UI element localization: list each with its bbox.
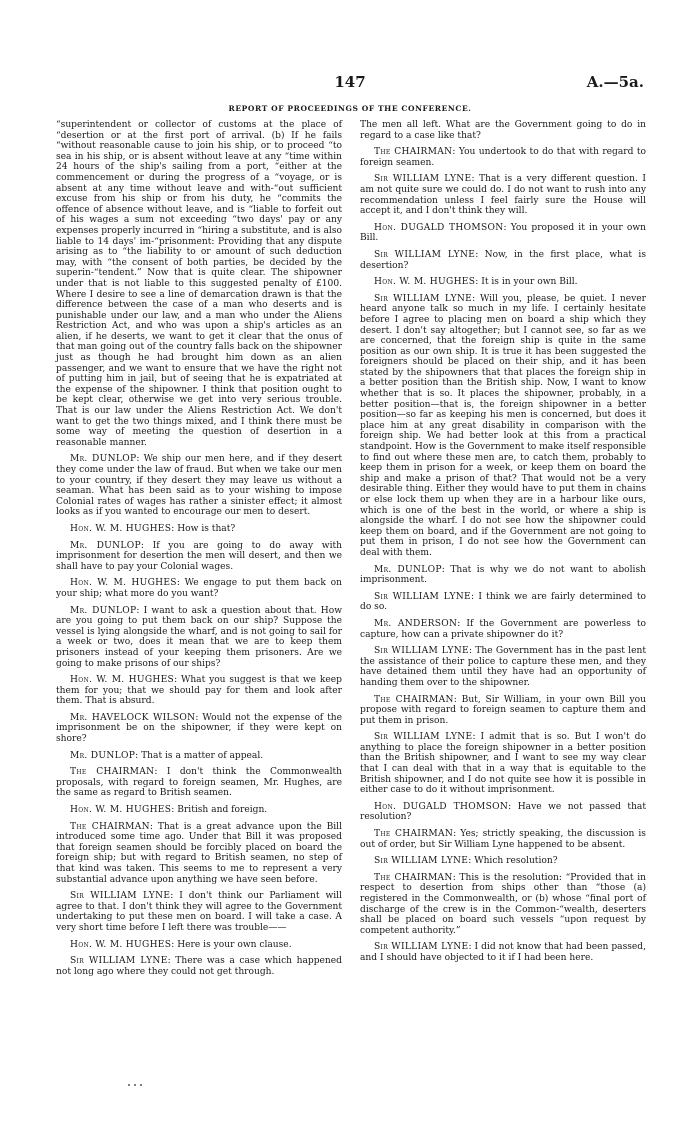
speech-text: It is in your own Bill. bbox=[481, 277, 578, 288]
speech-paragraph: Sir WILLIAM LYNE: That is a very different question. I am not quite sure we could do. I do not want to rush into any recommendation unless I feel fairly sure the House will accept it, and I don't think they will. bbox=[360, 174, 646, 217]
speech-paragraph: Sir WILLIAM LYNE: The Government has in the past lent the assistance of their police to capture these men, and they have detained them until they have had an opportunity of handing them over to the shipowner. bbox=[360, 646, 646, 688]
speaker-name: Sir WILLIAM LYNE bbox=[374, 856, 469, 867]
speech-paragraph: The CHAIRMAN: You undertook to do that with regard to foreign seamen. bbox=[360, 147, 646, 168]
speaker-name: Mr. ANDERSON bbox=[374, 618, 458, 629]
speech-text: That is a matter of appeal. bbox=[141, 750, 264, 761]
speech-text: We engage to put them back on your ship; what more do you want? bbox=[56, 578, 342, 599]
speech-paragraph: Mr. DUNLOP: That is why we do not want to abolish imprisonment. bbox=[360, 564, 646, 586]
speech-text: I want to ask a question about that. How are you going to put them back on our ship? Suppose the vessel is lying alongside the wharf, and is not going to sail for a week or two, does it mean that we are to keep them prisoners instead of your keeping them prisoners. Are we going to make prisons of our ships? bbox=[56, 605, 342, 669]
speech-text: Now, in the first place, what is desertion? bbox=[360, 249, 646, 271]
speech-paragraph: The CHAIRMAN: Yes; strictly speaking, the discussion is out of order, but Sir William Lyne happened to be absent. bbox=[360, 829, 646, 850]
speech-paragraph: Hon. W. M. HUGHES: We engage to put them back on your ship; what more do you want? bbox=[56, 578, 342, 599]
speaker-name: Hon. DUGALD THOMSON bbox=[374, 222, 504, 233]
speaker-name: Sir WILLIAM LYNE bbox=[374, 293, 473, 304]
speech-paragraph: Sir WILLIAM LYNE: Which resolution? bbox=[374, 856, 558, 867]
speaker-name: The CHAIRMAN bbox=[374, 872, 453, 883]
speech-text: But, Sir William, in your own Bill you propose with regard to foreign seamen to capture them and put them in prison. bbox=[360, 694, 646, 726]
speech-paragraph: Sir WILLIAM LYNE: Will you, please, be quiet. I never heard anyone talk so much in my life. I certainly hesitate before I agree to placing men on board a ship which they desert. I don't say altogether; but I cannot see, so far as we are concerned, that the foreign ship is quite in the same position as our own ship. It is true it has been suggested the foreigners should be placed on their ship, and it has been stated by the shipowners that that places the foreign ship in a better position than the British ship. Now, I want to know whether that is so. It places the shipowner, probably, in a better position—that is, the foreign shipowner in a better position—so far as keeping his men is concerned, but does it place him at any great disability in comparison with the foreign ship. We had better look at this from a practical standpoint. How is the Government to make itself responsible to find out where these men are, to catch them, probably to keep them in prison for a week, or keep them on board the ship and make a prison of that? That would not be a very desirable thing. Either they would have to put them in chains or else lock them up when they are in a harbour like ours, which is one of the best in the world, or where a ship is alongside the wharf. I do not see how the shipowner could keep them on board, and if the Government are not going to put them in prison, I do not see how the Government can deal with them. bbox=[360, 293, 646, 558]
speech-text: You proposed it in your own Bill. bbox=[360, 222, 646, 244]
speech-paragraph: Sir WILLIAM LYNE: I think we are fairly determined to do so. bbox=[360, 591, 646, 613]
speech-text: I did not know that had been passed, and I should have objected to it if I had been here. bbox=[360, 942, 646, 963]
speech-text: How is that? bbox=[177, 523, 236, 534]
speech-paragraph: Hon. W. M. HUGHES: What you suggest is that we keep them for you; that we should pay for them and look after them. That is absurd. bbox=[56, 675, 342, 707]
speaker-name: Hon. W. M. HUGHES bbox=[70, 939, 172, 950]
speech-text: Would not the expense of the imprisonment be on the shipowner, if they were kept on shore? bbox=[56, 712, 342, 745]
speech-text: Here is your own clause. bbox=[177, 939, 292, 950]
speech-text: I don't think the Commonwealth proposals, with regard to foreign seamen, Mr. Hughes, are the same as regard to British seamen. bbox=[56, 767, 342, 799]
speech-text: Yes; strictly speaking, the discussion is out of order, but Sir William Lyne happened to be absent. bbox=[360, 829, 646, 850]
speech-paragraph: Mr. HAVELOCK WILSON: Would not the expense of the imprisonment be on the shipowner, if they were kept on shore? bbox=[56, 712, 342, 745]
speech-text: There was a case which happened not long ago where they could not get through. bbox=[56, 956, 342, 977]
speech-paragraph: The CHAIRMAN: I don't think the Commonwealth proposals, with regard to foreign seamen, Mr. Hughes, are the same as regard to British seamen. bbox=[56, 767, 342, 799]
speech-paragraph: Mr. DUNLOP: If you are going to do away with imprisonment for desertion the men will desert, and then we shall have to pay your Colonial wages. bbox=[56, 540, 342, 572]
speaker-name: Mr. DUNLOP bbox=[70, 605, 137, 616]
speech-text: “superintendent or collector of customs at the place of “desertion or at the first port of arrival. (b) If he fails “without reasonable cause to join his ship, or to proceed “to sea in his ship, or is absent without leave at any “time within 24 hours of the ship's sailing from a port, “either at the commencement or during the progress of a “voyage, or is absent at any time without leave and with-“out sufficient excuse from his ship or from his duty, he “commits the offence of absence without leave, and is “liable to forfeit out of his wages a sum not exceeding “two days' pay or any expenses properly incurred in “hiring a substitute, and is also liable to 14 days' im-“prisonment: Providing that any dispute arising as to “the liability to or amount of such deduction may, with “the consent of both parties, be decided by the superin-“tendent.” Now that is quite clear. The shipowner under that is not liable to this suggested penalty of £100. Where I desire to see a line of demarcation drawn is that the difference between the case of a man who deserts and is punishable under our law, and a man who under the Aliens Restriction Act, and who was upon a ship's articles as an alien, if he deserts, we want to get it clear that the onus of that man going out of the country falls back on the shipowner just as though he had brought him down as an alien passenger, and we want to ensure that we have the right not of putting him in jail, but of seeing that he is expatriated at the expense of the shipowner. I think that position ought to be kept clear, otherwise we get into very serious trouble. That is our law under the Aliens Restriction Act. We don't want to get the two things mixed, and I think there must be some way of meeting the question of desertion in a reasonable manner. bbox=[56, 120, 342, 448]
speech-paragraph: Sir WILLIAM LYNE: I don't think our Parliament will agree to that. I don't think they will agree to the Government undertaking to put these men on board. I will take a case. A very short time before I left there was trouble—— bbox=[56, 891, 342, 933]
speaker-name: Sir WILLIAM LYNE bbox=[374, 249, 476, 260]
speaker-name: Mr. DUNLOP bbox=[70, 540, 141, 551]
speech-paragraph: Mr. DUNLOP: We ship our men here, and if they desert they come under the law of fraud. But when we take our men to your country, if they desert they may leave us without a seaman. What has been said as to your wishing to impose Colonial rates of wages has rather a sinister effect; it almost looks as if you wanted to encourage our men to desert. bbox=[56, 454, 342, 518]
right-column bbox=[360, 120, 646, 970]
speech-paragraph: The CHAIRMAN: This is the resolution: “Provided that in respect to desertion from ships other than “those (a) registered in the Commonwealth, or (b) whose “final port of discharge of the crew is in the Common-“wealth, deserters shall be placed on board such vessels “upon request by competent authority.” bbox=[360, 872, 646, 936]
page-number: 147 bbox=[334, 73, 366, 91]
speaker-name: Hon. W. M. HUGHES bbox=[70, 675, 175, 686]
speaker-name: Sir WILLIAM LYNE bbox=[374, 591, 471, 602]
speech-paragraph: Sir WILLIAM LYNE: I admit that is so. But I won't do anything to place the foreign shipowner in a better position than the British shipowner, and I want to see my way clear that I can deal with that in a way that is equitable to the British shipowner, and I do not quite see how it is possible in either case to do it without imprisonment. bbox=[360, 732, 646, 796]
speaker-name: Hon. DUGALD THOMSON bbox=[374, 801, 509, 812]
speaker-name: Mr. DUNLOP bbox=[70, 454, 137, 465]
speech-paragraph: The CHAIRMAN: That is a great advance upon the Bill introduced some time ago. Under that Bill it was proposed that foreign seamen should be forcibly placed on board the foreign ship; but with regard to British seamen, no step of that kind was taken. This seems to me to represent a very substantial advance upon anything we have seen before. bbox=[56, 821, 342, 885]
speech-paragraph: Mr. DUNLOP: I want to ask a question about that. How are you going to put them back on our ship? Suppose the vessel is lying alongside the wharf, and is not going to sail for a week or two, does it mean that we are to keep them prisoners instead of your keeping them prisoners. Are we going to make prisons of our ships? bbox=[56, 605, 342, 669]
speech-paragraph: Sir WILLIAM LYNE: There was a case which happened not long ago where they could not get through. bbox=[56, 956, 342, 977]
footer-dots bbox=[128, 1084, 158, 1086]
speech-text: I think we are fairly determined to do so. bbox=[360, 591, 646, 613]
speaker-name: Sir WILLIAM LYNE bbox=[70, 956, 168, 967]
speech-text: The men all left. What are the Government going to do in regard to a case like that? bbox=[360, 120, 646, 141]
speech-paragraph: Hon. W. M. HUGHES: British and foreign. bbox=[70, 805, 268, 816]
speaker-name: Mr. DUNLOP bbox=[374, 564, 442, 575]
speaker-name: The CHAIRMAN bbox=[374, 694, 454, 705]
speech-paragraph: Hon. W. M. HUGHES: Here is your own clause. bbox=[70, 939, 292, 950]
speech-text: Will you, please, be quiet. I never heard anyone talk so much in my life. I certainly hesitate before I agree to placing men on board a ship which they desert. I don't say altogether; but I cannot see, so far as we are concerned, that the foreign ship is quite in the same position as our own ship. It is true it has been suggested the foreigners should be placed on their ship, and it has been stated by the shipowners that that places the foreign ship in a better position than the British ship. Now, I want to know whether that is so. It places the shipowner, probably, in a better position—that is, the foreign shipowner in a better position—so far as keeping his men is concerned, but does it place him at any great disability in comparison with the foreign ship. We had better look at this from a practical standpoint. How is the Government to make itself responsible to find out where these men are, to catch them, probably to keep them in prison for a week, or keep them on board the ship and make a prison of that? That would not be a very desirable thing. Either they would have to put them in chains or else lock them up when they are in a harbour like ours, which is one of the best in the world, or where a ship is alongside the wharf. I do not see how the shipowner could keep them on board, and if the Government are not going to put them in prison, I do not see how the Government can deal with them. bbox=[360, 293, 646, 558]
speech-text: You undertook to do that with regard to foreign seamen. bbox=[360, 147, 646, 168]
speech-text: I don't think our Parliament will agree to that. I don't think they will agree to the Government undertaking to put these men on board. I will take a case. A very short time before I left there was trouble—— bbox=[56, 891, 342, 933]
speaker-name: The CHAIRMAN bbox=[374, 829, 454, 840]
speech-paragraph: Mr. DUNLOP: That is a matter of appeal. bbox=[70, 750, 264, 761]
speech-text: What you suggest is that we keep them for you; that we should pay for them and look after them. That is absurd. bbox=[56, 675, 342, 707]
speech-paragraph: Sir WILLIAM LYNE: Now, in the first place, what is desertion? bbox=[360, 249, 646, 271]
speech-text: If the Government are powerless to capture, how can a private shipowner do it? bbox=[360, 618, 646, 640]
speaker-name: The CHAIRMAN bbox=[374, 147, 453, 158]
speech-paragraph bbox=[360, 120, 646, 141]
speaker-name: Hon. W. M. HUGHES bbox=[374, 277, 476, 288]
speech-paragraph: Hon. W. M. HUGHES: How is that? bbox=[70, 523, 236, 534]
speaker-name: Hon. W. M. HUGHES bbox=[70, 523, 172, 534]
speaker-name: Mr. HAVELOCK WILSON bbox=[70, 712, 196, 723]
speech-text: British and foreign. bbox=[177, 805, 268, 816]
speaker-name: Mr. DUNLOP bbox=[70, 750, 136, 761]
speech-paragraph: Mr. ANDERSON: If the Government are powerless to capture, how can a private shipowner do it? bbox=[360, 618, 646, 640]
speech-paragraph: Hon. DUGALD THOMSON: Have we not passed that resolution? bbox=[360, 801, 647, 823]
speaker-name: Hon. W. M. HUGHES bbox=[70, 805, 172, 816]
speaker-name: Sir WILLIAM LYNE bbox=[374, 174, 472, 185]
paper-reference: A.—5a. bbox=[586, 73, 644, 91]
speech-text: Have we not passed that resolution? bbox=[360, 801, 647, 823]
speech-text: I admit that is so. But I won't do anything to place the foreign shipowner in a better position than the British shipowner, and I want to see my way clear that I can deal with that in a way that is equitable to the British shipowner, and I do not quite see how it is possible in either case to do it without imprisonment. bbox=[360, 732, 646, 796]
speech-text: Which resolution? bbox=[474, 856, 558, 867]
running-head: REPORT OF PROCEEDINGS OF THE CONFERENCE. bbox=[228, 104, 472, 113]
speaker-name: Sir WILLIAM LYNE bbox=[374, 942, 469, 953]
speech-paragraph: Hon. DUGALD THOMSON: You proposed it in your own Bill. bbox=[360, 222, 646, 244]
speech-text: That is a great advance upon the Bill introduced some time ago. Under that Bill it was proposed that foreign seamen should be forcibly placed on board the foreign ship; but with regard to British seamen, no step of that kind was taken. This seems to me to represent a very substantial advance upon anything we have seen before. bbox=[56, 821, 342, 885]
speech-text: That is why we do not want to abolish imprisonment. bbox=[360, 564, 646, 586]
speech-paragraph: The CHAIRMAN: But, Sir William, in your own Bill you propose with regard to foreign seamen to capture them and put them in prison. bbox=[360, 694, 646, 726]
speech-paragraph bbox=[56, 120, 342, 448]
speech-text: This is the resolution: “Provided that in respect to desertion from ships other than “those (a) registered in the Commonwealth, or (b) whose “final port of discharge of the crew is in the Common-“wealth, deserters shall be placed on board such vessels “upon request by competent authority.” bbox=[360, 872, 646, 936]
speaker-name: The CHAIRMAN bbox=[70, 821, 150, 832]
speaker-name: The CHAIRMAN bbox=[70, 767, 155, 778]
speech-text: That is a very different question. I am not quite sure we could do. I do not want to rush into any recommendation unless I feel fairly sure the House will accept it, and I don't think they will. bbox=[360, 174, 646, 217]
speech-paragraph: Sir WILLIAM LYNE: I did not know that had been passed, and I should have objected to it if I had been here. bbox=[360, 942, 646, 963]
speech-paragraph: Hon. W. M. HUGHES: It is in your own Bill. bbox=[374, 277, 578, 288]
speech-text: The Government has in the past lent the assistance of their police to capture these men, and they have detained them until they have had an opportunity of handing them over to the shipowner. bbox=[360, 646, 646, 688]
speaker-name: Sir WILLIAM LYNE bbox=[374, 646, 469, 657]
speaker-name: Sir WILLIAM LYNE bbox=[70, 891, 171, 902]
left-column bbox=[56, 120, 342, 983]
speech-text: We ship our men here, and if they desert they come under the law of fraud. But when we take our men to your country, if they desert they may leave us without a seaman. What has been said as to your wishing to impose Colonial rates of wages has rather a sinister effect; it almost looks as if you wanted to encourage our men to desert. bbox=[56, 454, 342, 518]
speech-text: If you are going to do away with imprisonment for desertion the men will desert, and then we shall have to pay your Colonial wages. bbox=[56, 540, 342, 572]
speaker-name: Hon. W. M. HUGHES bbox=[70, 578, 177, 589]
speaker-name: Sir WILLIAM LYNE bbox=[374, 732, 473, 743]
